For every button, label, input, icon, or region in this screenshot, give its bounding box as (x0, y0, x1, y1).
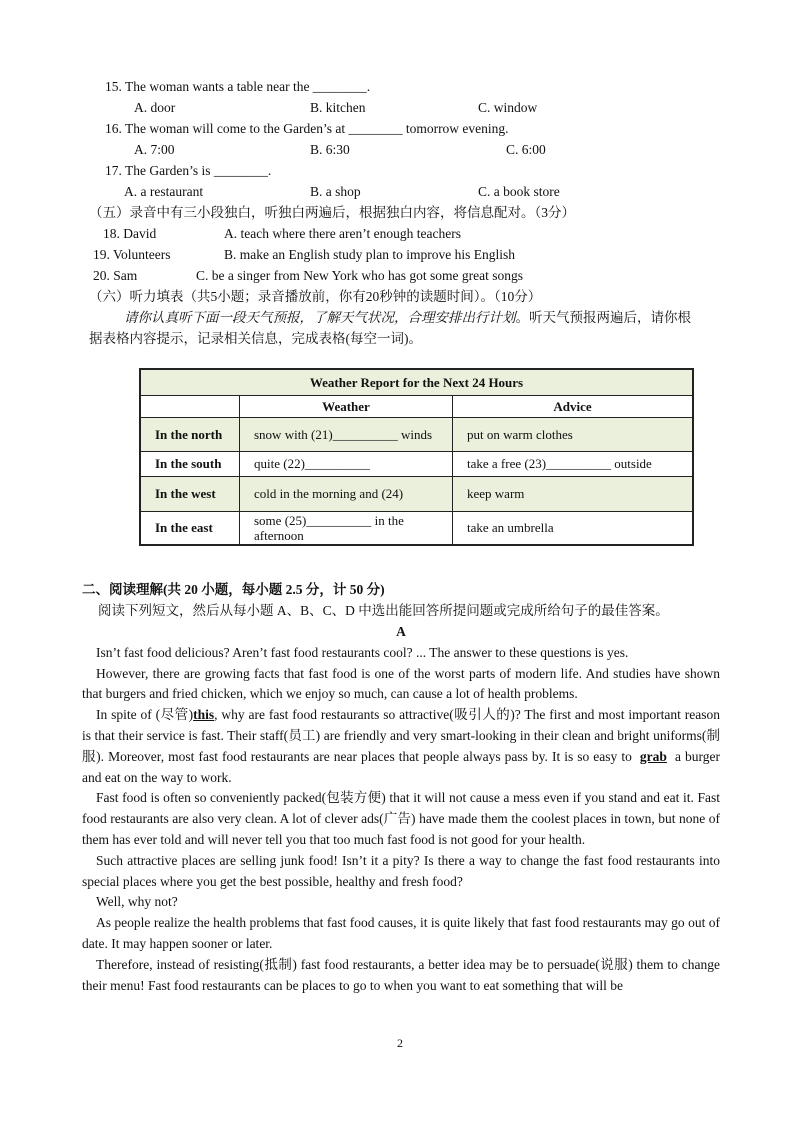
q16-option-c: C. 6:00 (506, 142, 546, 157)
row-east-advice: take an umbrella (453, 511, 694, 545)
table-title: Weather Report for the Next 24 Hours (140, 369, 693, 395)
passage-p1: Isn’t fast food delicious? Aren’t fast food restaurants cool? ... The answer to these questions is yes. (96, 644, 629, 660)
passage-p8: Therefore, instead of resisting(抵制) fast food restaurants, a better idea may be to persuade(说服) them to change their menu! Fast food restaurants can be places to go to when you want to eat something that will be (82, 956, 720, 993)
passage-p5: Such attractive places are selling junk food! Isn’t it a pity? Is there a way to change the fast food restaurants into special places where you get the best possible, healthy and fresh food? (82, 852, 720, 889)
passage-p3 (82, 705, 720, 788)
q16-option-a: A. 7:00 (134, 142, 175, 157)
reading-instruction: 阅读下列短文，然后从每小题 A、B、C、D 中选出能回答所提问题或完成所给句子的最佳答案。 (98, 603, 669, 618)
match-b-right: B. make an English study plan to improve his English (224, 247, 515, 262)
question-16: 16. The woman will come to the Garden’s at ________ tomorrow evening. (105, 121, 509, 136)
q16-option-b: B. 6:30 (310, 142, 350, 157)
section-5-title: （五）录音中有三小段独白，听独白两遍后，根据独白内容，将信息配对。（3分） (89, 205, 575, 220)
weather-table (139, 368, 694, 546)
q15-option-b: B. kitchen (310, 100, 366, 115)
match-a-right: A. teach where there aren’t enough teachers (224, 226, 462, 241)
reading-heading: 二、阅读理解(共 20 小题，每小题 2.5 分，计 50 分) (82, 582, 385, 597)
passage-p7: As people realize the health problems that fast food causes, it is quite likely that fast food restaurants may go out of date. It may happen sooner or later. (82, 915, 720, 951)
page-number: 2 (397, 1036, 403, 1050)
passage-p4: Fast food is often so conveniently packed(包装方便) that it will not cause a mess even if you stand and eat it. Fast food restaurants are also very clean. A lot of clever ads(广告) have made them the coolest places in town, but none of them has ever told and will never tell you that too much fast food is not good for your health. (82, 790, 720, 847)
table-corner (140, 395, 240, 417)
q17-option-b: B. a shop (310, 184, 361, 199)
match-c-right: C. be a singer from New York who has got some great songs (196, 268, 523, 283)
col-advice: Advice (453, 395, 694, 417)
passage-label: A (396, 624, 406, 639)
match-20-left: 20. Sam (93, 268, 138, 283)
row-east-region: In the east (140, 511, 240, 545)
p3-part-e: a burger and eat on the way to work. (82, 748, 721, 785)
row-south-advice[interactable]: take a free (23)__________ outside (453, 451, 694, 476)
section-6-intro (124, 309, 691, 327)
section-6-intro-italic: 请你认真听下面一段天气预报，了解天气状况，合理安排出行计划 (124, 310, 516, 325)
q15-option-c: C. window (478, 100, 538, 115)
passage-p2: However, there are growing facts that fast food is one of the worst parts of modern life. And studies have shown that burgers and fried chicken, which we enjoy so much, can cause a lot of health problems. (82, 665, 720, 702)
row-west-advice: keep warm (453, 476, 694, 511)
question-17: 17. The Garden’s is ________. (105, 163, 272, 178)
row-east-weather[interactable]: some (25)__________ in the afternoon (240, 511, 453, 545)
match-18-left: 18. David (103, 226, 157, 241)
row-north-region: In the north (140, 417, 240, 451)
section-6-intro-line2: 据表格内容提示，记录相关信息，完成表格(每空一词)。 (89, 331, 422, 346)
row-north-weather[interactable]: snow with (21)__________ winds (240, 417, 453, 451)
q17-option-a: A. a restaurant (124, 184, 204, 199)
section-6-title: （六）听力填表（共5小题；录音播放前，你有20秒钟的读题时间）。（10分） (89, 289, 542, 304)
row-south-region: In the south (140, 451, 240, 476)
row-west-region: In the west (140, 476, 240, 511)
question-15: 15. The woman wants a table near the ________. (105, 79, 371, 94)
word-this: this (193, 707, 215, 723)
p3-part-a: In spite of (尽管) (96, 707, 194, 723)
word-grab: grab (639, 748, 667, 764)
passage-p6: Well, why not? (96, 894, 178, 910)
section-6-intro-rest: 。听天气预报两遍后，请你根 (515, 310, 691, 325)
q15-option-a: A. door (134, 100, 176, 115)
row-west-weather[interactable]: cold in the morning and (24) (240, 476, 453, 511)
col-weather: Weather (240, 395, 453, 417)
match-19-left: 19. Volunteers (93, 247, 171, 262)
p3-part-c: , why are fast food restaurants so attractive(吸引人的)? The first and most important reason is that their service is fast. Their staff(员工) are friendly and very smart-looking in their clean and bright uniforms(制服). Moreover, most fast food restaurants are near places that people always pass by. It is so easy to (82, 707, 720, 764)
passage-a (82, 622, 720, 996)
row-north-advice: put on warm clothes (453, 417, 694, 451)
row-south-weather[interactable]: quite (22)__________ (240, 451, 453, 476)
q17-option-c: C. a book store (478, 184, 560, 199)
